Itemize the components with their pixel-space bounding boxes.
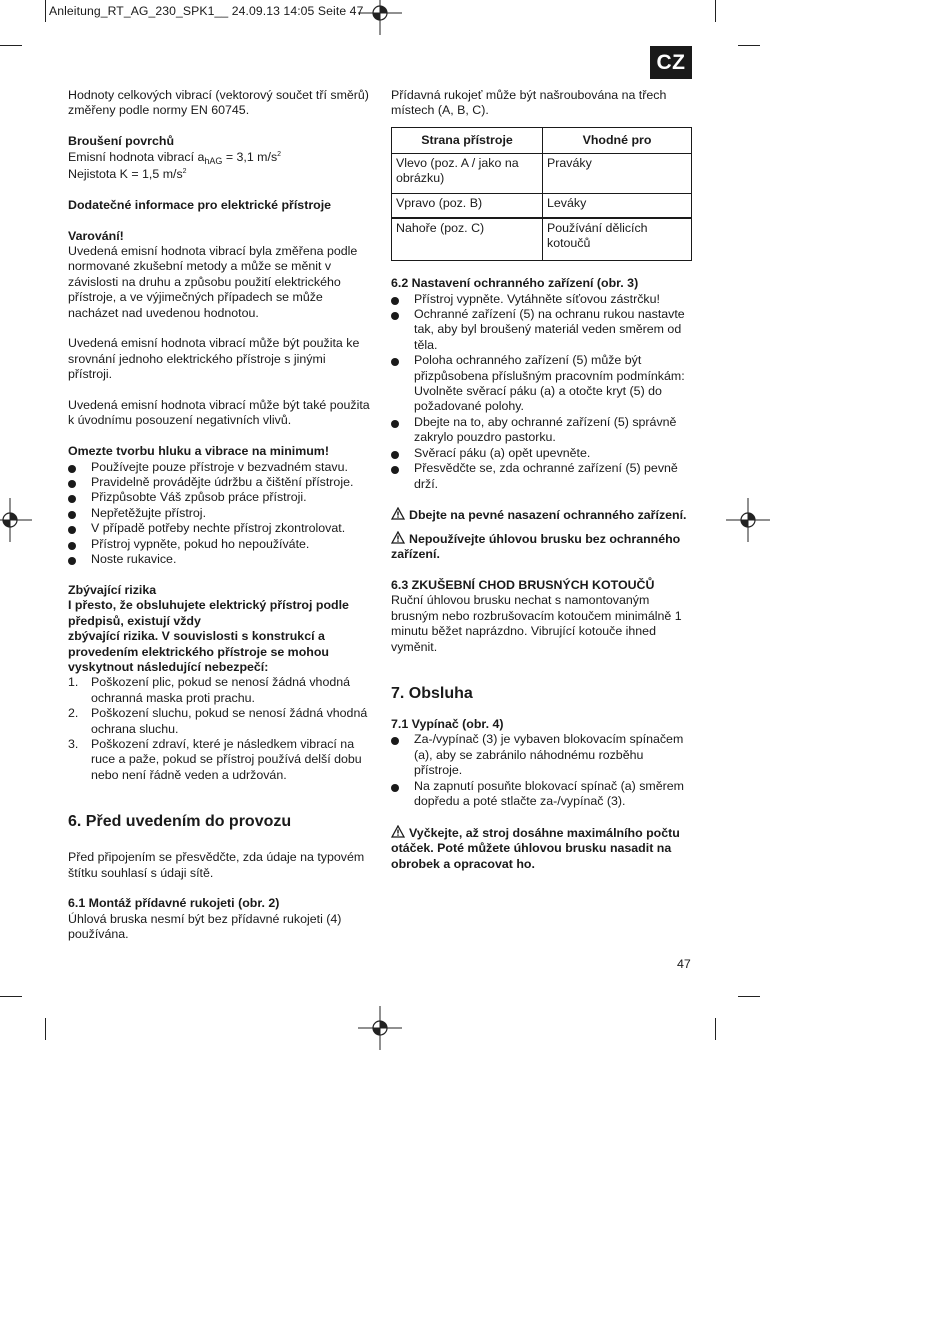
list-item: Přizpůsobte Váš způsob práce přístroji. xyxy=(68,490,370,505)
section-6-heading: 6. Před uvedením do provozu xyxy=(68,813,292,831)
list-item: Dbejte na to, aby ochranné zařízení (5) správně zakrylo pouzdro pastorku. xyxy=(391,415,693,446)
crop-mark xyxy=(715,0,716,22)
table-cell: Praváky xyxy=(543,153,692,193)
right-column xyxy=(391,88,693,872)
minimize-title: Omezte tvorbu hluku a vibrace na minimum! xyxy=(68,444,329,459)
warning-triangle-icon xyxy=(391,531,405,544)
grinding-title: Broušení povrchů xyxy=(68,134,175,149)
table-cell: Leváky xyxy=(543,193,692,218)
list-item: 1. Poškození plic, pokud se nenosí žádná vhodná ochranná maska proti prachu. xyxy=(68,675,351,705)
subsection-6-1-text: Úhlová bruska nesmí být bez přídavné rukojeti (4) používána. xyxy=(68,911,342,942)
list-item: Pravidelně provádějte údržbu a čištění přístroje. xyxy=(68,475,370,490)
registration-mark-icon xyxy=(358,1006,402,1050)
subsection-6-1-heading: 6.1 Montáž přídavné rukojeti (obr. 2) xyxy=(68,896,280,911)
section-6-text: Před připojením se přesvědčte, zda údaje na typovém štítku souhlasí s údaji sítě. xyxy=(68,850,365,880)
registration-mark-icon xyxy=(358,0,402,35)
table-header-cell: Vhodné pro xyxy=(543,127,692,153)
crop-mark xyxy=(738,45,760,46)
table-row xyxy=(392,218,692,260)
section-7-heading: 7. Obsluha xyxy=(391,684,473,702)
comparison-text: Uvedená emisní hodnota vibrací může být použita ke srovnání jednoho elektrického přístroje s jinými přístroji. xyxy=(68,336,360,382)
registration-mark-icon xyxy=(0,498,32,542)
list-item: Svěrací páku (a) opět upevněte. xyxy=(391,446,693,461)
list-item: Poloha ochranného zařízení (5) může být přizpůsobena příslušným pracovním podmínkám: Uvolněte svěrací páku (a) a otočte kryt (5) do požadované polohy. xyxy=(391,353,693,415)
list-item: 3. Poškození zdraví, které je následkem vibrací na ruce a paže, pokud se přístroj používá delší dobu nebo není řádně veden a udržován. xyxy=(68,736,362,782)
extra-info-title: Dodatečné informace pro elektrické přístroje xyxy=(68,197,332,212)
list-item: V případě potřeby nechte přístroj zkontrolovat. xyxy=(68,521,370,536)
risks-title: Zbývající rizika xyxy=(68,582,157,597)
table-header-cell: Strana přístroje xyxy=(392,127,543,153)
crop-mark xyxy=(0,45,22,46)
warning-text: Uvedená emisní hodnota vibrací byla změřena podle normované zkušební metody a může se měnit v závislosti na druhu a způsobu použití elektrického přístroje, a ve výjimečných případech se může nacházet nad uvedenou hodnotou. xyxy=(68,244,358,320)
warning-max-speed: Vyčkejte, až stroj dosáhne maximálního počtu otáček. Poté můžete úhlovou brusku nasadit na obrobek a opracovat ho. xyxy=(391,825,680,871)
list-item: Nepřetěžujte přístroj. xyxy=(68,506,370,521)
warning-no-guard: Nepoužívejte úhlovou brusku bez ochranného zařízení. xyxy=(391,531,681,562)
list-item: Na zapnutí posuňte blokovací spínač (a) směrem dopředu a poté stlačte za-/vypínač (3). xyxy=(391,779,693,810)
subsection-6-3-heading: 6.3 ZKUŠEBNÍ CHOD BRUSNÝCH KOTOUČŮ xyxy=(391,577,655,592)
table-cell: Vpravo (poz. B) xyxy=(392,193,543,218)
list-item: Přístroj vypněte. Vytáhněte síťovou zástrčku! xyxy=(391,292,693,307)
list-item: Přesvědčte se, zda ochranné zařízení (5) pevně drží. xyxy=(391,461,693,492)
list-item: Ochranné zařízení (5) na ochranu rukou nastavte tak, aby byl broušený materiál veden směrem od těla. xyxy=(391,307,693,353)
list-item: Noste rukavice. xyxy=(68,552,370,567)
risks-intro: I přesto, že obsluhujete elektrický přístroj podle předpisů, existují vždy xyxy=(68,598,349,628)
table-cell: Používání dělicích kotoučů xyxy=(543,218,692,260)
risks-intro-continued: zbývající rizika. V souvislosti s konstrukcí a provedením elektrického přístroje se mohou vyskytnout následující nebezpečí: xyxy=(68,629,329,674)
crop-mark xyxy=(738,996,760,997)
switch-list xyxy=(391,732,693,809)
warning-triangle-icon xyxy=(391,825,405,838)
page-number: 47 xyxy=(677,957,691,971)
table-cell: Vlevo (poz. A / jako na obrázku) xyxy=(392,153,543,193)
table-row xyxy=(392,193,692,218)
table-header-row xyxy=(392,127,692,153)
crop-mark xyxy=(45,0,46,22)
subsection-7-1-heading: 7.1 Vypínač (obr. 4) xyxy=(391,716,504,731)
handle-position-table xyxy=(391,127,692,261)
list-item: 2. Poškození sluchu, pokud se nenosí žádná vhodná ochrana sluchu. xyxy=(68,706,368,736)
warning-title: Varování! xyxy=(68,228,124,243)
subsection-6-2-heading: 6.2 Nastavení ochranného zařízení (obr. 3) xyxy=(391,276,639,291)
subsection-6-3-text: Ruční úhlovou brusku nechat s namontovaným brusným nebo rozbrušovacím kotoučem minimálně 1 minutu běžet naprázdno. Vibrující kotouče ihned vyměnit. xyxy=(391,593,682,654)
handle-positions-text: Přídavná rukojeť může být našroubována na třech místech (A, B, C). xyxy=(391,88,667,118)
list-item: Přístroj vypněte, pokud ho nepoužíváte. xyxy=(68,537,370,552)
table-cell: Nahoře (poz. C) xyxy=(392,218,543,260)
warning-guard-secure: Dbejte na pevné nasazení ochranného zařízení. xyxy=(391,507,693,523)
guard-adjust-list xyxy=(391,292,693,492)
crop-mark xyxy=(715,1018,716,1040)
left-column xyxy=(68,88,370,943)
risks-list xyxy=(68,675,370,783)
warning-triangle-icon xyxy=(391,507,405,520)
assessment-text: Uvedená emisní hodnota vibrací může být také použita k úvodnímu posouzení negativních vlivů. xyxy=(68,398,370,428)
registration-mark-icon xyxy=(726,498,770,542)
vibration-intro: Hodnoty celkových vibrací (vektorový součet tří směrů) změřeny podle normy EN 60745. xyxy=(68,88,369,118)
minimize-list xyxy=(68,460,370,568)
list-item: Používejte pouze přístroje v bezvadném stavu. xyxy=(68,460,370,475)
language-badge: CZ xyxy=(650,46,692,79)
crop-mark xyxy=(0,996,22,997)
emission-value: Emisní hodnota vibrací $a_{hAG} = 3,1$ $m/s^2$ xyxy=(68,149,282,166)
uncertainty-value: Nejistota K = 1,5 $m/s^2$ xyxy=(68,167,187,182)
list-item: Za-/vypínač (3) je vybaven blokovacím spínačem (a), aby se zabránilo náhodnému rozběhu přístroje. xyxy=(391,732,693,778)
crop-mark xyxy=(45,1018,46,1040)
print-slug: Anleitung_RT_AG_230_SPK1__ 24.09.13 14:05 Seite 47 xyxy=(49,4,364,18)
table-row xyxy=(392,153,692,193)
